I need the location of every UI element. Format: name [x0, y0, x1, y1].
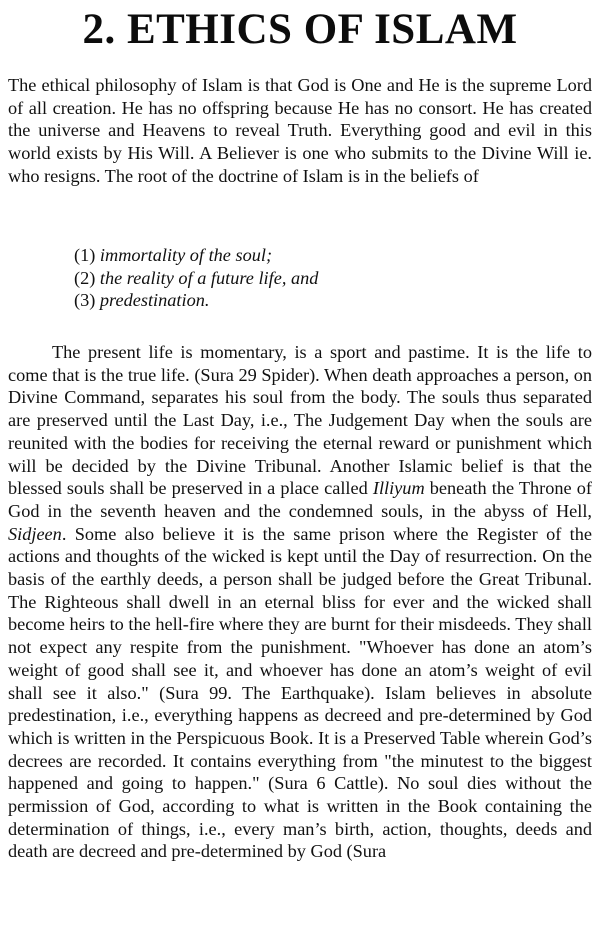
belief-item [74, 267, 318, 290]
belief-number: (3) [74, 290, 96, 311]
chapter-title: 2. ETHICS OF ISLAM [82, 6, 518, 53]
belief-text: the reality of a future life, and [99, 267, 319, 288]
belief-item [74, 244, 318, 267]
afterlife-text-part-2: beneath the Throne of God in the seventh heaven and the condemned souls, in the abyss of Hell, [8, 478, 593, 521]
belief-text: immortality of the soul; [99, 245, 273, 265]
afterlife-text-part-3: . Some also believe it is the same prison where the Register of the actions and thoughts of the wicked is kept until the Day of resurrection. On the basis of the earthly deeds, a person shall be judged before the Great Tribunal. The Righteous shall dwell in an eternal bliss for ever and the wicked shall become heirs to the hell-fire where they are burnt for their misdeeds. They shall not expect any respite from the punishment. "Whoever has done an atom’s weight of good shall see it, and whoever has done an atom’s weight of evil shall see it also." (Sura 99. The Earthquake). Islam believes in absolute predestination, i.e., everything happens as decreed and pre-determined by God which is written in the Perspicuous Book. It is a Preserved Table wherein God’s decrees are recorded. It contains everything from "the minutest to the biggest happened and going to happen." (Sura 6 Cattle). No soul dies without the permission of God, according to what is written in the Book containing the determination of things, i.e., every man’s birth, action, thoughts, deeds and death are decreed and pre-determined by God (Sura [8, 523, 592, 862]
belief-number: (1) [74, 245, 96, 265]
beliefs-list [74, 244, 318, 312]
intro-paragraph: The ethical philosophy of Islam is that God is One and He is the supreme Lord of all creation. He has no offspring because He has no consort. He has created the universe and Heavens to reveal Truth. Everything good and evil in this world exists by His Will. A Believer is one who submits to the Divine Will ie. who resigns. The root of the doctrine of Islam is in the beliefs of [8, 75, 592, 186]
afterlife-text-part-1: The present life is momentary, is a sport and pastime. It is the life to come that is the true life. (Sura 29 Spider). When death approaches a person, on Divine Command, separates his soul from the body. The souls thus separated are preserved until the Last Day, i.e., The Judgement Day when the souls are reunited with the bodies for receiving the eternal reward or punishment which will be decided by the Divine Tribunal. Another Islamic belief is that the blessed souls shall be preserved in a place called [8, 342, 592, 499]
belief-text: predestination. [99, 290, 210, 311]
belief-item [74, 289, 318, 312]
afterlife-paragraph [8, 341, 592, 863]
belief-number: (2) [74, 267, 96, 288]
term-illiyum: Illiyum [372, 478, 425, 499]
term-sidjeen: Sidjeen [8, 523, 62, 544]
